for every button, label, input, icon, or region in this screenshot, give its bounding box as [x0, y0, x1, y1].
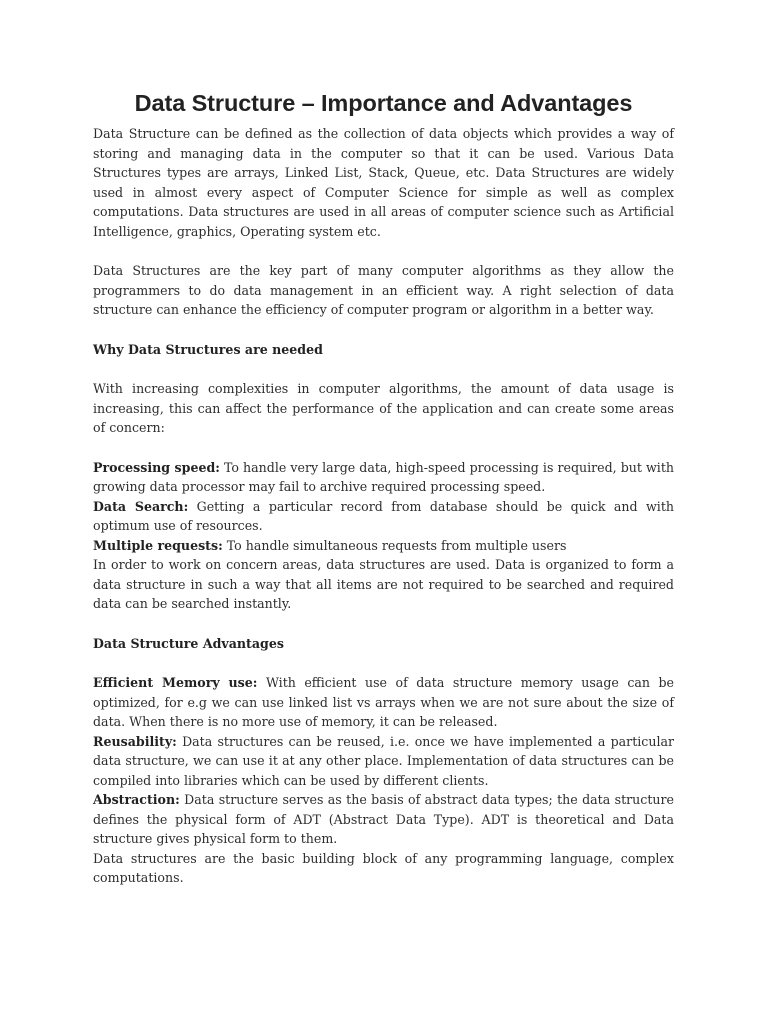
term-label: Data Search: — [93, 498, 189, 514]
advantage-item-abstraction — [93, 790, 674, 849]
advantage-item-efficient-memory — [93, 673, 674, 732]
term-description: Data structure serves as the basis of abstract data types; the data structure defines the physical form of ADT (Abstract Data Type). ADT is theoretical and Data structure gives physical form to them. — [93, 792, 674, 846]
advantages-section-conclusion: Data structures are the basic building block of any programming language, complex computations. — [93, 850, 674, 885]
term-description: With efficient use of data structure memory usage can be optimized, for e.g we can use linked list vs arrays when we are not sure about the size of data. When there is no more use of memory, it can be released. — [93, 675, 674, 729]
term-description: Getting a particular record from database should be quick and with optimum use of resources. — [93, 498, 674, 533]
page-title: Data Structure – Importance and Advantages — [134, 90, 633, 116]
why-section-intro: With increasing complexities in computer algorithms, the amount of data usage is increasing, this can affect the performance of the application and can create some areas of concern: — [93, 381, 674, 435]
why-section-conclusion: In order to work on concern areas, data structures are used. Data is organized to form a data structure in such a way that all items are not required to be searched and required data can be searched instantly. — [93, 557, 674, 611]
term-label: Multiple requests: — [93, 537, 223, 553]
term-label: Efficient Memory use: — [93, 675, 258, 690]
second-paragraph: Data Structures are the key part of many computer algorithms as they allow the programmers to do data management in an efficient way. A right selection of data structure can enhance the efficiency of computer program or algorithm in a better way. — [93, 263, 674, 317]
intro-paragraph: Data Structure can be defined as the collection of data objects which provides a way of storing and managing data in the computer so that it can be used. Various Data Structures types are arrays, Linked List, Stack, Queue, etc. Data Structures are widely used in almost every aspect of Computer Science for simple as well as complex computations. Data structures are used in all areas of computer science such as Artificial Intelligence, graphics, Operating system etc. — [93, 126, 674, 239]
advantages-section-heading: Data Structure Advantages — [93, 635, 284, 651]
why-section-heading: Why Data Structures are needed — [93, 341, 323, 357]
term-description: To handle simultaneous requests from multiple users — [222, 537, 567, 553]
term-label: Abstraction: — [93, 792, 180, 807]
why-item-data-search — [93, 497, 674, 536]
term-label: Processing speed: — [93, 459, 220, 475]
term-description: Data structures can be reused, i.e. once we have implemented a particular data structure, we can use it at any other place. Implementation of data structures can be compiled into libraries which can be used by different clients. — [93, 733, 674, 788]
why-item-processing-speed — [93, 458, 674, 497]
document-body — [93, 88, 674, 888]
advantage-item-reusability — [93, 732, 674, 791]
term-label: Reusability: — [93, 733, 177, 749]
why-item-multiple-requests — [93, 536, 674, 556]
term-description: To handle very large data, high-speed processing is required, but with growing data processor may fail to archive required processing speed. — [93, 459, 675, 494]
